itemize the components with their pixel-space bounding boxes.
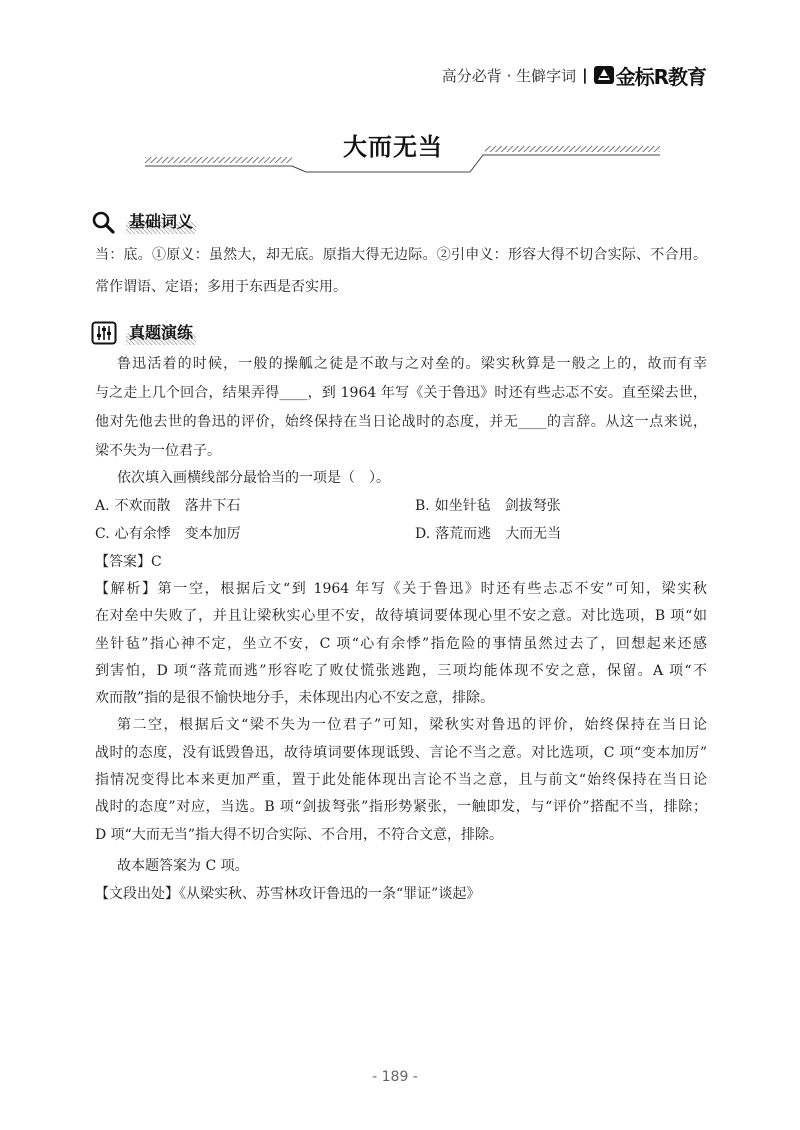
analysis-line: 第二空，根据后文“梁不失为一位君子”可知，梁秋实对鲁迅的评价，始终保持在当日论 (117, 717, 707, 734)
source-block (95, 880, 707, 908)
analysis-line: 到害怕，D 项“落荒而逃”形容吃了败仗慌张逃跑，三项均能体现不安之意，保留。A 项“不 (95, 662, 707, 679)
passage-line: 他对先他去世的鲁迅的评价，始终保持在当日论战时的态度，并无____的言辞。从这一点来说， (95, 414, 707, 430)
section-heading-text: 真题演练 (126, 321, 196, 345)
basic-line: 常作谓语、定语；多用于东西是否实用。 (95, 279, 347, 295)
running-header (442, 62, 706, 88)
option-word: 落荒而逃 (435, 526, 492, 542)
option-letter: D. (415, 526, 431, 542)
option-word: 剑拔弩张 (504, 498, 561, 514)
section-heading-practice (91, 321, 196, 345)
analysis-line: 【解析】第一空，根据后文“到 1964 年写《关于鲁迅》时还有些忐忑不安”可知，梁实秋 (95, 581, 707, 597)
question-text: 依次填入画横线部分最恰当的一项是（ ）。 (117, 470, 390, 486)
page-number: - 189 - (372, 1069, 418, 1085)
analysis-line: 指情况变得比本来更加严重，置于此处能体现出言论不当之意，且与前文“始终保持在当日论 (95, 772, 707, 789)
logo-mark-icon (594, 65, 614, 85)
exam-passage (95, 350, 707, 466)
option-word: 心有余悸 (114, 526, 171, 542)
publisher-logo (594, 61, 706, 90)
option-word: 落井下石 (184, 498, 241, 514)
option-word: 变本加厉 (184, 526, 241, 542)
analysis-line: D 项“大而无当”指大得不切合实际、不合用，不符合文意，排除。 (95, 826, 503, 843)
option-letter: A. (95, 498, 110, 514)
logo-text: 金标R教育 (615, 64, 706, 89)
analysis-line: 坐针毡”指心神不定，坐立不安，C 项“心有余悸”指危险的事情虽然过去了，回想起来还感 (95, 635, 707, 652)
analysis-line: 战时的态度”对应，当选。B 项“剑拔弩张”指形势紧张，一触即发，与“评价”搭配不当，排除； (95, 799, 707, 816)
option-letter: B. (415, 498, 430, 514)
analysis-line: 在对垒中失败了，并且让梁秋实心里不安，故待填词要体现心里不安之意。对比选项，B 项“如 (95, 608, 707, 625)
option-letter: C. (95, 526, 110, 542)
options-row (95, 492, 707, 520)
option-c (95, 520, 415, 548)
analysis-block (95, 576, 707, 849)
conclusion-text: 故本题答案为 C 项。 (117, 858, 249, 874)
option-word: 不欢而散 (114, 498, 171, 514)
magnifier-icon (91, 210, 117, 234)
basic-meaning-text (95, 239, 707, 303)
header-separator: | (582, 66, 588, 84)
basic-line: 当：底。①原义：虽然大，却无底。原指大得无边际。②引申义：形容大得不切合实际、不合用。 (95, 247, 707, 263)
passage-line: 梁不失为一位君子。 (95, 443, 221, 459)
analysis-line: 战时的态度，没有诋毁鲁迅，故待填词要体现诋毁、言论不当之意。对比选项，C 项“变本加厉” (95, 744, 707, 761)
page-title: 大而无当 (343, 133, 443, 161)
passage-line: 鲁迅活着的时候，一般的操觚之徒是不敢与之对垒的。梁实秋算是一般之上的，故而有幸 (117, 356, 707, 372)
option-word: 如坐针毡 (434, 498, 491, 514)
analysis-line: 欢而散”指的是很不愉快地分手，未体现出内心不安之意，排除。 (95, 690, 495, 707)
conclusion-block (95, 852, 707, 880)
section-heading-basic (91, 210, 196, 234)
option-d (415, 520, 561, 548)
answer-text: 【答案】C (95, 554, 162, 570)
question-block (95, 464, 707, 576)
option-b (415, 492, 561, 520)
series-title: 高分必背 · 生僻字词 (441, 66, 577, 85)
source-text: 【文段出处】《从梁实秋、苏雪林攻讦鲁迅的一条“罪证”谈起》 (95, 886, 481, 902)
passage-line: 与之走上几个回合，结果弄得____，到 1964 年写《关于鲁迅》时还有些忐忑不安。直至梁去世， (95, 385, 707, 401)
section-heading-text: 基础词义 (126, 210, 196, 234)
option-a (95, 492, 415, 520)
options-row (95, 520, 707, 548)
option-word: 大而无当 (505, 526, 562, 542)
equalizer-icon (91, 321, 117, 345)
